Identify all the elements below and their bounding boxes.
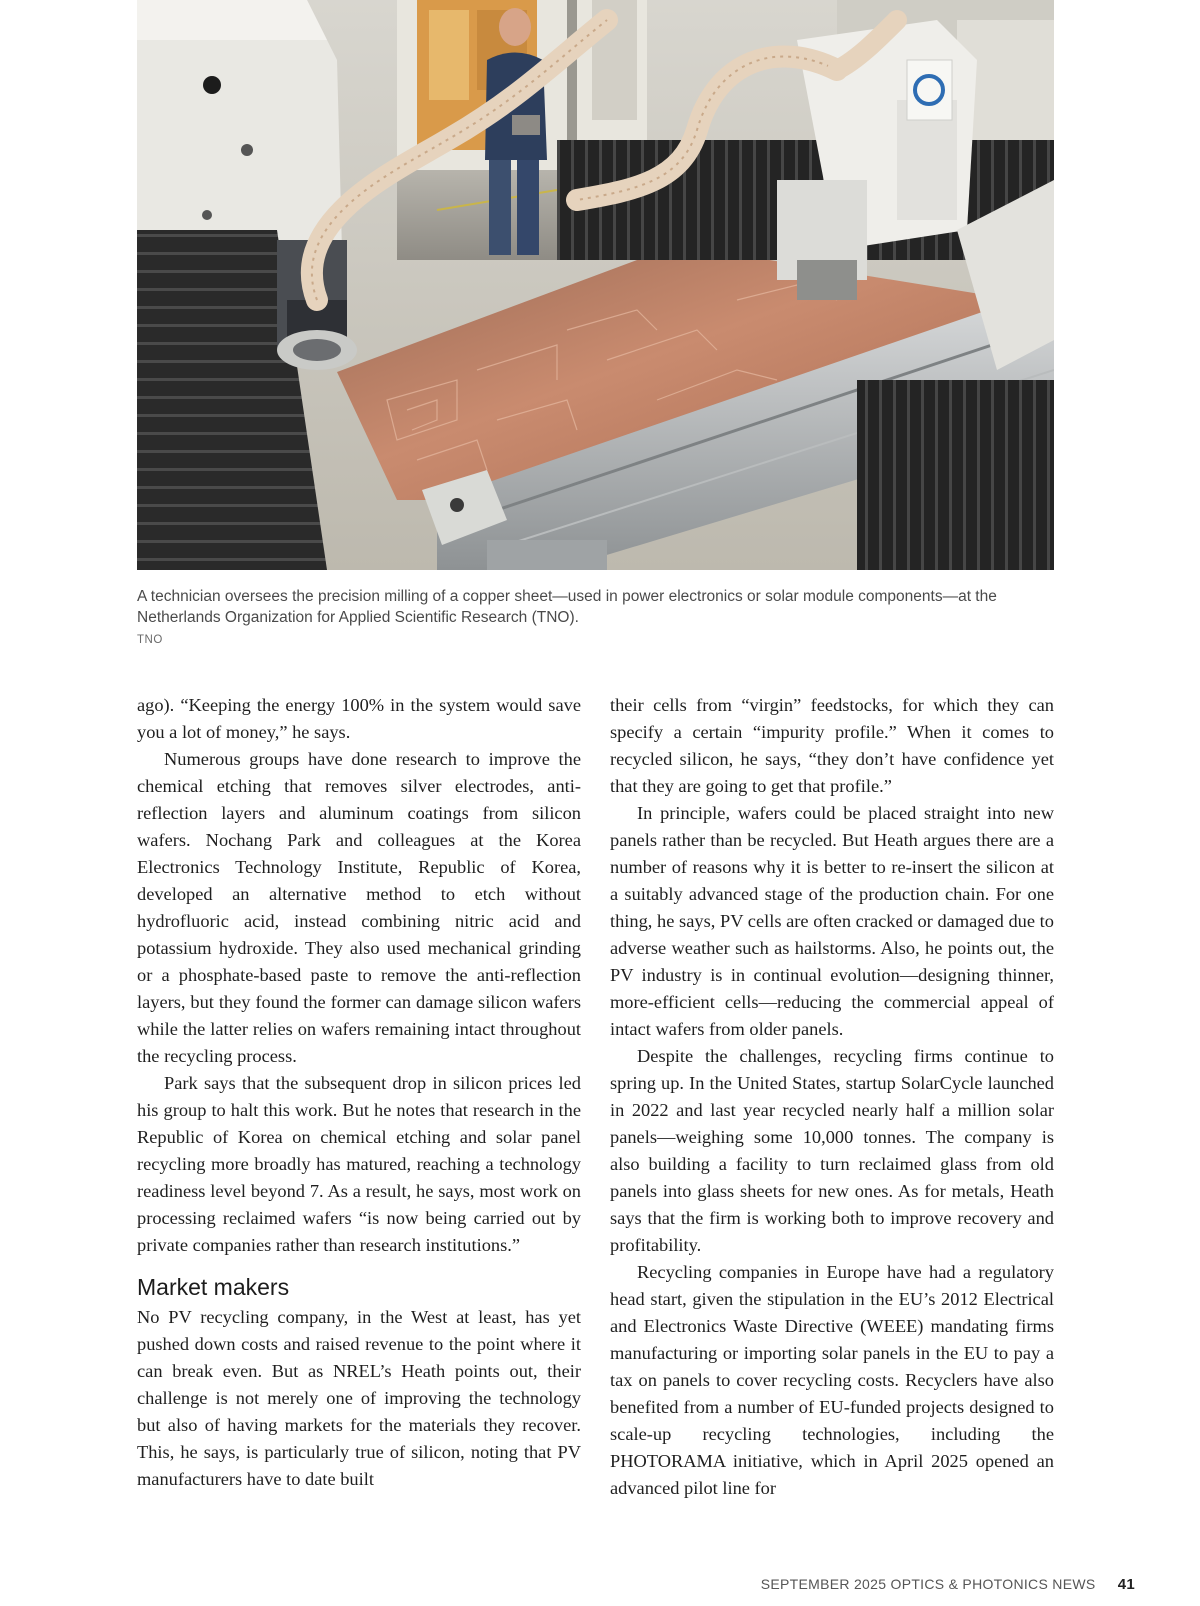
section-heading: Market makers [137,1274,290,1300]
paragraph: Numerous groups have done research to improve the chemical etching that removes silver electrodes, anti-reflection layers and aluminum coatings from silicon wafers. Nochang Park and colleagues at the Korea Electronics Technology Institute, Republic of Korea, developed an alternative method to etch without hydrofluoric acid, instead combining nitric acid and potassium hydroxide. They also used mechanical grinding or a phosphate-based paste to remove the anti-reflection layers, but they found the former can damage silicon wafers while the latter relies on wafers remaining intact throughout the recycling process. [137,749,581,1066]
page-number: 41 [1117,1576,1135,1593]
milling-machine-illustration [137,0,1054,570]
article-photo [137,0,1054,570]
article-column-right [610,692,1054,1502]
photo-credit: TNO [137,634,163,646]
issue-date: SEPTEMBER 2025 [760,1576,887,1592]
paragraph: ago). “Keeping the energy 100% in the system would save you a lot of money,” he says. [137,695,581,742]
paragraph: No PV recycling company, in the West at least, has yet pushed down costs and raised revenue to the point where it can break even. But as NREL’s Heath points out, their challenge is not merely one of improving the technology but also of having markets for the materials they recover. This, he says, is particularly true of silicon, noting that PV manufacturers have to date built [137,1307,581,1489]
paragraph: their cells from “virgin” feedstocks, for which they can specify a certain “impurity profile.” When it comes to recycled silicon, he says, “they don’t have confidence yet that they are going to get that profile.” [610,695,1054,796]
figure-caption: A technician oversees the precision milling of a copper sheet—used in power electronics or solar module components—at the Netherlands Organization for Applied Scientific Research (TNO). [137,588,997,626]
article-column-left [137,692,581,1493]
page-footer [761,1576,1135,1593]
publication-name: OPTICS & PHOTONICS NEWS [890,1576,1096,1592]
paragraph: Despite the challenges, recycling firms continue to spring up. In the United States, startup SolarCycle launched in 2022 and last year recycled nearly half a million solar panels—weighing some 10,000 tonnes. The company is also building a facility to turn reclaimed glass from old panels into glass sheets for new ones. As for metals, Heath says that the firm is working both to improve recovery and profitability. [610,1046,1054,1255]
paragraph: In principle, wafers could be placed straight into new panels rather than be recycled. But Heath argues there are a number of reasons why it is better to re-insert the silicon at a suitably advanced stage of the production chain. For one thing, he says, PV cells are often cracked or damaged due to adverse weather such as hailstorms. Also, he points out, the PV industry is in continual evolution—designing thinner, more-efficient cells—reducing the commercial appeal of intact wafers from older panels. [610,803,1054,1039]
paragraph: Park says that the subsequent drop in silicon prices led his group to halt this work. But he notes that research in the Republic of Korea on chemical etching and solar panel recycling more broadly has matured, reaching a technology readiness level beyond 7. As a result, he says, most work on processing reclaimed wafers “is now being carried out by private companies rather than research institutions.” [137,1073,581,1255]
paragraph: Recycling companies in Europe have had a regulatory head start, given the stipulation in the EU’s 2012 Electrical and Electronics Waste Directive (WEEE) mandating firms manufacturing or importing solar panels in the EU to pay a tax on panels to cover recycling costs. Recyclers have also benefited from a number of EU-funded projects designed to scale-up recycling technologies, including the PHOTORAMA initiative, which in April 2025 opened an advanced pilot line for [610,1262,1054,1498]
